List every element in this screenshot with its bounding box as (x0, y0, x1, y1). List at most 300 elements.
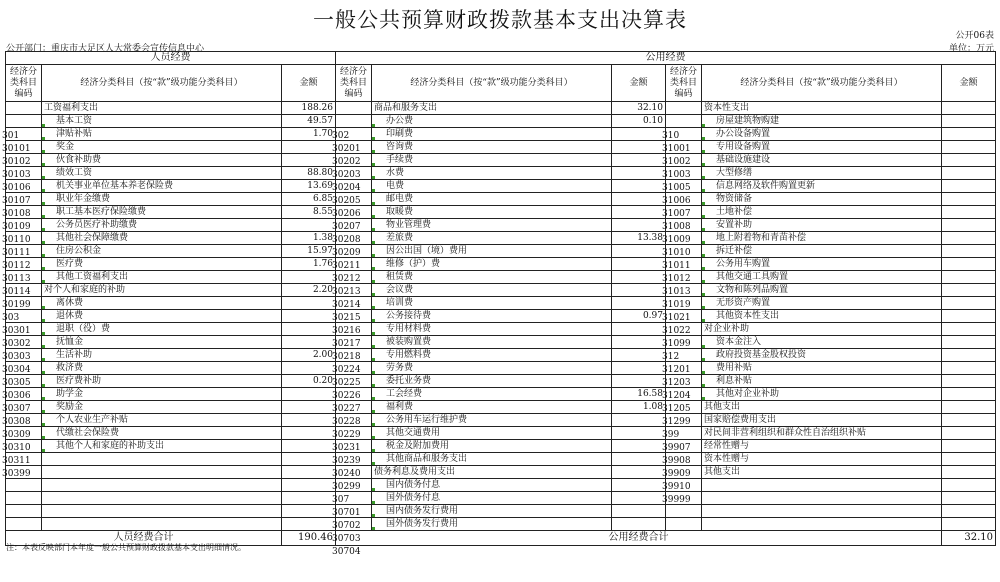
row-amount: 1.76 (282, 258, 336, 271)
row-name: 职业年金缴费 (42, 193, 282, 206)
row-code: 31009 (660, 234, 696, 247)
row-amount (612, 219, 666, 232)
row-name: 国外债务发行费用 (372, 518, 612, 531)
row-name (42, 453, 282, 466)
table-row (6, 141, 996, 154)
row-amount (282, 154, 336, 167)
row-amount (282, 323, 336, 336)
row-code: 301 (0, 130, 36, 143)
row-code: 30703 (330, 533, 366, 546)
row-amount (942, 466, 996, 479)
row-name: 委托业务费 (372, 375, 612, 388)
row-amount: 1.70 (282, 128, 336, 141)
row-code (0, 520, 36, 533)
row-amount (942, 401, 996, 414)
table-row (6, 427, 996, 440)
row-name (702, 492, 942, 505)
row-amount (612, 167, 666, 180)
row-amount (942, 297, 996, 310)
row-name: 专用材料费 (372, 323, 612, 336)
table-row (6, 401, 996, 414)
row-name: 其他个人和家庭的补助支出 (42, 440, 282, 453)
row-amount (612, 349, 666, 362)
cell-marker (42, 280, 45, 283)
row-name: 其他社会保障缴费 (42, 232, 282, 245)
row-amount: 0.10 (612, 115, 666, 128)
table-row (6, 518, 996, 531)
row-code: 31021 (660, 312, 696, 325)
row-amount: 49.57 (282, 115, 336, 128)
row-name: 资本金注入 (702, 336, 942, 349)
row-name: 水费 (372, 167, 612, 180)
row-name: 公务员医疗补助缴费 (42, 219, 282, 232)
row-code: 30239 (330, 455, 366, 468)
table-row (6, 466, 996, 479)
row-amount (282, 388, 336, 401)
row-name: 其他交通费用 (372, 427, 612, 440)
row-code: 30106 (0, 182, 36, 195)
row-name: 物资储备 (702, 193, 942, 206)
row-code: 30228 (330, 416, 366, 429)
row-name: 安置补助 (702, 219, 942, 232)
row-name: 其他支出 (702, 401, 942, 414)
row-code (660, 546, 696, 559)
table-row (6, 336, 996, 349)
row-amount: 6.85 (282, 193, 336, 206)
row-amount: 88.80 (282, 167, 336, 180)
row-name: 文物和陈列品购置 (702, 284, 942, 297)
row-code: 31010 (660, 247, 696, 260)
row-code: 30704 (330, 546, 366, 559)
row-amount (612, 336, 666, 349)
row-code (660, 507, 696, 520)
row-name: 经常性赠与 (702, 440, 942, 453)
row-code: 302 (330, 130, 366, 143)
row-name: 国内债务发行费用 (372, 505, 612, 518)
row-name: 拆迁补偿 (702, 245, 942, 258)
cell-marker (372, 527, 375, 530)
row-code: 31099 (660, 338, 696, 351)
row-amount (942, 479, 996, 492)
row-name: 税金及附加费用 (372, 440, 612, 453)
row-name: 债务利息及费用支出 (372, 466, 612, 479)
row-name: 培训费 (372, 297, 612, 310)
row-name: 伙食补助费 (42, 154, 282, 167)
row-name (42, 505, 282, 518)
row-name: 个人农业生产补贴 (42, 414, 282, 427)
row-amount: 15.97 (282, 245, 336, 258)
row-name: 国内债务付息 (372, 479, 612, 492)
row-name: 专用燃料费 (372, 349, 612, 362)
row-code: 399 (660, 429, 696, 442)
row-code: 31022 (660, 325, 696, 338)
row-name (702, 505, 942, 518)
row-amount (612, 414, 666, 427)
row-code: 30399 (0, 468, 36, 481)
table-row (6, 492, 996, 505)
table-row (6, 167, 996, 180)
row-name: 费用补贴 (702, 362, 942, 375)
row-code: 30310 (0, 442, 36, 455)
row-name: 基本工资 (42, 115, 282, 128)
row-name: 对企业补助 (702, 323, 942, 336)
table-row (6, 505, 996, 518)
row-code: 30110 (0, 234, 36, 247)
row-amount (612, 362, 666, 375)
row-amount (612, 245, 666, 258)
row-amount (612, 440, 666, 453)
row-code: 307 (330, 494, 366, 507)
row-name: 手续费 (372, 154, 612, 167)
row-code: 30226 (330, 390, 366, 403)
row-name: 房屋建筑物购建 (702, 115, 942, 128)
row-code: 30215 (330, 312, 366, 325)
row-amount (942, 180, 996, 193)
row-name: 助学金 (42, 388, 282, 401)
form-code: 公开06表 (955, 31, 994, 41)
cell-marker (42, 449, 45, 452)
row-amount (942, 128, 996, 141)
header-amount: 金额 (942, 65, 996, 102)
row-code: 39910 (660, 481, 696, 494)
row-name: 福利费 (372, 401, 612, 414)
table-row (6, 154, 996, 167)
row-name: 职工基本医疗保险缴费 (42, 206, 282, 219)
row-name: 办公设备购置 (702, 128, 942, 141)
row-code: 30102 (0, 156, 36, 169)
header-code: 经济分类科目编码 (666, 65, 702, 102)
row-amount (282, 466, 336, 479)
row-amount (282, 453, 336, 466)
row-amount (612, 375, 666, 388)
row-name: 国外债务付息 (372, 492, 612, 505)
row-amount (942, 505, 996, 518)
row-name: 因公出国（境）费用 (372, 245, 612, 258)
row-amount (942, 323, 996, 336)
row-amount (282, 505, 336, 518)
row-amount (612, 492, 666, 505)
row-amount (942, 362, 996, 375)
table-row (6, 362, 996, 375)
row-code: 303 (0, 312, 36, 325)
row-code: 30202 (330, 156, 366, 169)
row-amount (942, 284, 996, 297)
footnote: 注：本表反映部门本年度一般公共预算财政拨款基本支出明细情况。 (6, 543, 246, 552)
row-code: 30218 (330, 351, 366, 364)
personnel-total-amount: 190.46 (282, 531, 336, 546)
row-code: 310 (660, 130, 696, 143)
row-code: 31019 (660, 299, 696, 312)
row-amount (282, 427, 336, 440)
row-name: 大型修缮 (702, 167, 942, 180)
row-amount (282, 362, 336, 375)
row-name: 绩效工资 (42, 167, 282, 180)
row-name: 取暖费 (372, 206, 612, 219)
row-name: 办公费 (372, 115, 612, 128)
header-name: 经济分类科目（按“款”级功能分类科目） (42, 65, 282, 102)
row-amount: 0.97 (612, 310, 666, 323)
row-amount (612, 206, 666, 219)
row-amount: 1.38 (282, 232, 336, 245)
row-amount (282, 414, 336, 427)
row-code: 30112 (0, 260, 36, 273)
row-amount (282, 479, 336, 492)
row-name: 机关事业单位基本养老保险费 (42, 180, 282, 193)
report-title: 一般公共预算财政拨款基本支出决算表 (313, 8, 687, 32)
row-name: 邮电费 (372, 193, 612, 206)
row-code (0, 507, 36, 520)
row-name: 公务用车运行维护费 (372, 414, 612, 427)
row-amount: 2.00 (282, 349, 336, 362)
row-name: 基础设施建设 (702, 154, 942, 167)
row-amount (942, 492, 996, 505)
row-code: 31203 (660, 377, 696, 390)
row-name (42, 466, 282, 479)
row-name: 信息网络及软件购置更新 (702, 180, 942, 193)
row-amount (612, 180, 666, 193)
row-code: 30203 (330, 169, 366, 182)
table-row (6, 206, 996, 219)
row-amount (942, 271, 996, 284)
row-amount (942, 349, 996, 362)
table-row (6, 349, 996, 362)
row-code: 31011 (660, 260, 696, 273)
row-name: 被装购置费 (372, 336, 612, 349)
row-name: 物业管理费 (372, 219, 612, 232)
row-name: 政府投资基金股权投资 (702, 349, 942, 362)
row-name: 租赁费 (372, 271, 612, 284)
row-amount: 13.38 (612, 232, 666, 245)
row-code: 30306 (0, 390, 36, 403)
row-code (660, 520, 696, 533)
row-code: 30225 (330, 377, 366, 390)
row-amount (942, 414, 996, 427)
row-amount (282, 401, 336, 414)
row-code: 30299 (330, 481, 366, 494)
table-row (6, 193, 996, 206)
row-amount (282, 297, 336, 310)
row-code: 31006 (660, 195, 696, 208)
row-code: 31012 (660, 273, 696, 286)
row-code: 30227 (330, 403, 366, 416)
row-amount (942, 115, 996, 128)
row-name: 专用设备购置 (702, 141, 942, 154)
row-name: 退职（役）费 (42, 323, 282, 336)
row-code: 30301 (0, 325, 36, 338)
row-amount (282, 440, 336, 453)
row-code: 31003 (660, 169, 696, 182)
row-code (0, 494, 36, 507)
row-amount: 188.26 (282, 102, 336, 115)
row-code (660, 533, 696, 546)
row-code: 30702 (330, 520, 366, 533)
row-name: 资本性支出 (702, 102, 942, 115)
row-code: 30201 (330, 143, 366, 156)
row-amount (282, 310, 336, 323)
row-amount (282, 518, 336, 531)
row-amount (942, 427, 996, 440)
row-name: 咨询费 (372, 141, 612, 154)
row-code: 30303 (0, 351, 36, 364)
row-name: 对个人和家庭的补助 (42, 284, 282, 297)
row-amount (612, 466, 666, 479)
row-amount (942, 440, 996, 453)
row-name: 奖励金 (42, 401, 282, 414)
row-amount (612, 479, 666, 492)
row-amount (282, 141, 336, 154)
row-code: 30108 (0, 208, 36, 221)
department-label: 公开部门：重庆市大足区人大常委会宣传信息中心 (6, 44, 205, 54)
row-amount (612, 154, 666, 167)
row-code: 30212 (330, 273, 366, 286)
row-code: 30111 (0, 247, 36, 260)
public-total-label: 公用经费合计 (336, 531, 942, 546)
row-name: 其他支出 (702, 466, 942, 479)
unit-label: 单位：万元 (948, 44, 994, 54)
row-amount (942, 193, 996, 206)
row-amount: 1.08 (612, 401, 666, 414)
table-row (6, 271, 996, 284)
row-amount (612, 128, 666, 141)
row-amount (612, 271, 666, 284)
row-amount: 13.69 (282, 180, 336, 193)
table-row (6, 219, 996, 232)
header-amount: 金额 (282, 65, 336, 102)
header-name: 经济分类科目（按“款”级功能分类科目） (702, 65, 942, 102)
public-total-amount: 32.10 (942, 531, 996, 546)
row-name: 救济费 (42, 362, 282, 375)
row-code: 30304 (0, 364, 36, 377)
row-code: 30216 (330, 325, 366, 338)
row-code: 30209 (330, 247, 366, 260)
row-code: 312 (660, 351, 696, 364)
cell-marker (702, 319, 705, 322)
table-row (6, 284, 996, 297)
table-row (6, 440, 996, 453)
row-name (702, 518, 942, 531)
row-code: 31013 (660, 286, 696, 299)
row-name (42, 518, 282, 531)
header-code: 经济分类科目编码 (336, 65, 372, 102)
row-code: 30101 (0, 143, 36, 156)
section-personnel: 人员经费 (6, 52, 336, 65)
row-code: 30205 (330, 195, 366, 208)
row-name: 国家赔偿费用支出 (702, 414, 942, 427)
cell-marker (702, 397, 705, 400)
row-code: 30217 (330, 338, 366, 351)
row-name: 公务用车购置 (702, 258, 942, 271)
row-code: 39908 (660, 455, 696, 468)
row-code: 39909 (660, 468, 696, 481)
row-code: 30107 (0, 195, 36, 208)
row-amount (612, 284, 666, 297)
row-name: 退休费 (42, 310, 282, 323)
section-public: 公用经费 (336, 52, 996, 65)
row-name: 无形资产购置 (702, 297, 942, 310)
row-code: 30231 (330, 442, 366, 455)
header-code: 经济分类科目编码 (6, 65, 42, 102)
row-code: 30307 (0, 403, 36, 416)
row-amount (942, 388, 996, 401)
row-amount: 2.20 (282, 284, 336, 297)
row-code: 30199 (0, 299, 36, 312)
row-name: 津贴补贴 (42, 128, 282, 141)
row-code: 30214 (330, 299, 366, 312)
row-name: 对民间非营利组织和群众性自治组织补贴 (702, 427, 942, 440)
row-amount (942, 219, 996, 232)
row-amount (612, 297, 666, 310)
row-amount (612, 505, 666, 518)
row-code: 31204 (660, 390, 696, 403)
row-amount (942, 245, 996, 258)
row-name: 其他对企业补助 (702, 388, 942, 401)
table-row (6, 115, 996, 128)
row-amount (942, 102, 996, 115)
row-amount (942, 453, 996, 466)
row-code: 31007 (660, 208, 696, 221)
row-amount (612, 427, 666, 440)
row-amount (282, 219, 336, 232)
personnel-total-label: 人员经费合计 (6, 531, 282, 546)
row-name: 代缴社会保险费 (42, 427, 282, 440)
row-code: 30109 (0, 221, 36, 234)
row-amount (942, 167, 996, 180)
row-code: 30309 (0, 429, 36, 442)
row-name: 抚恤金 (42, 336, 282, 349)
row-name: 土地补偿 (702, 206, 942, 219)
row-code (0, 481, 36, 494)
row-name: 公务接待费 (372, 310, 612, 323)
row-code: 39907 (660, 442, 696, 455)
row-name: 资本性赠与 (702, 453, 942, 466)
row-amount (612, 453, 666, 466)
row-code: 30204 (330, 182, 366, 195)
cell-marker (372, 462, 375, 465)
row-code: 30207 (330, 221, 366, 234)
row-code: 30229 (330, 429, 366, 442)
row-code: 30305 (0, 377, 36, 390)
table-row (6, 180, 996, 193)
row-amount: 16.58 (612, 388, 666, 401)
table-row (6, 414, 996, 427)
table-row (6, 479, 996, 492)
row-name (42, 492, 282, 505)
table-row (6, 102, 996, 115)
row-amount (942, 206, 996, 219)
row-code: 30311 (0, 455, 36, 468)
table-row (6, 232, 996, 245)
row-name: 生活补助 (42, 349, 282, 362)
row-code: 30308 (0, 416, 36, 429)
table-row (6, 258, 996, 271)
row-amount (282, 336, 336, 349)
row-code: 30701 (330, 507, 366, 520)
row-amount (942, 336, 996, 349)
row-name: 电费 (372, 180, 612, 193)
row-name: 劳务费 (372, 362, 612, 375)
row-name: 其他资本性支出 (702, 310, 942, 323)
row-amount (612, 518, 666, 531)
row-name: 其他商品和服务支出 (372, 453, 612, 466)
row-code: 31205 (660, 403, 696, 416)
table-row (6, 297, 996, 310)
row-name: 维修（护）费 (372, 258, 612, 271)
header-name: 经济分类科目（按“款”级功能分类科目） (372, 65, 612, 102)
row-code: 30213 (330, 286, 366, 299)
row-name: 奖金 (42, 141, 282, 154)
table-row (6, 388, 996, 401)
row-name: 其他工资福利支出 (42, 271, 282, 284)
